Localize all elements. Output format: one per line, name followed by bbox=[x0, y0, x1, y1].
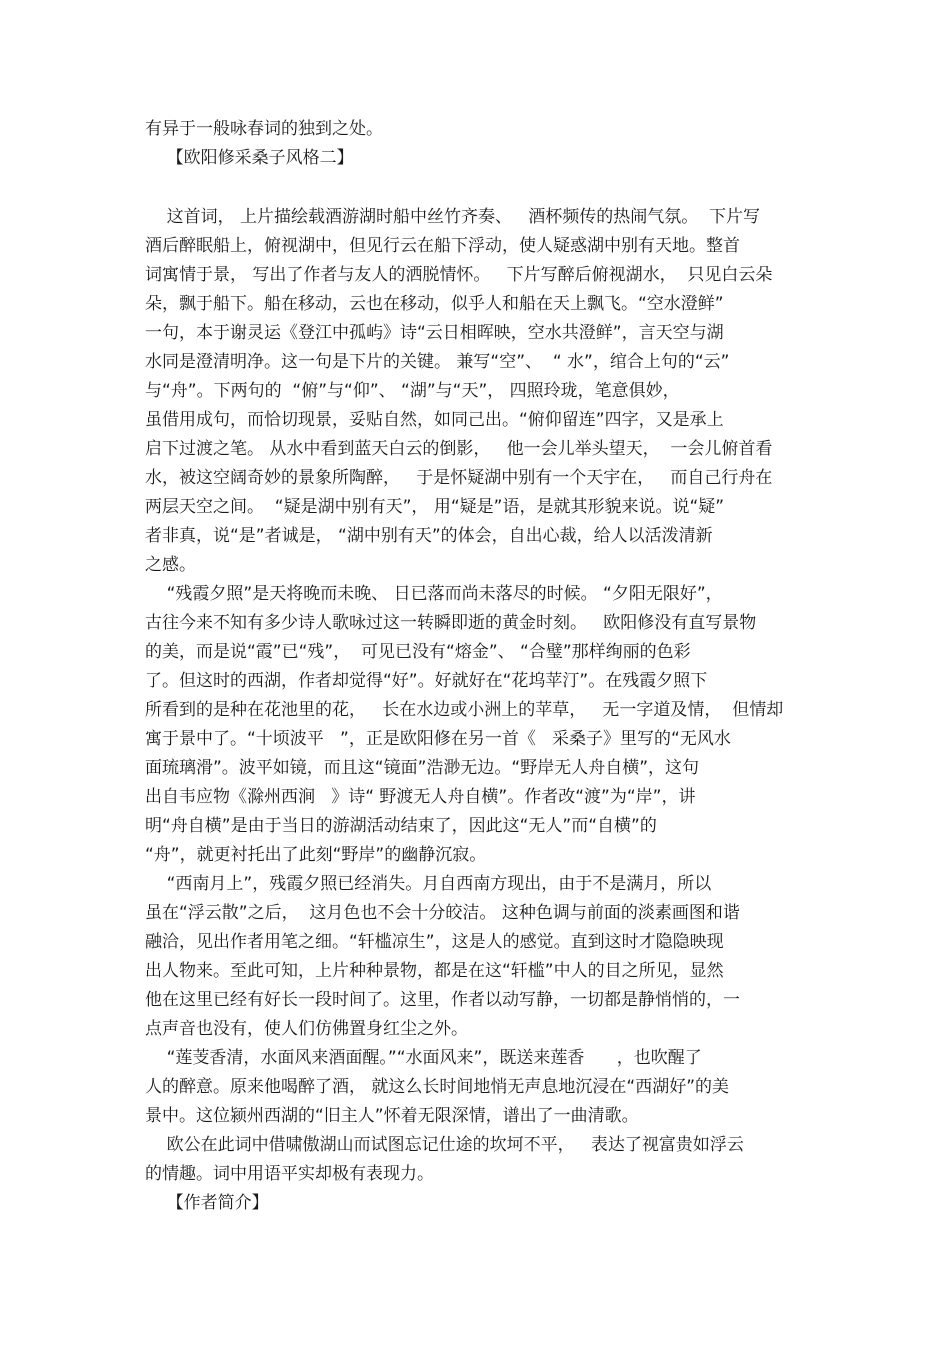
text-line: 明“舟自横”是由于当日的游湖活动结束了，因此这“无人”而“自横”的 bbox=[145, 816, 657, 836]
text-line: 酒后醉眠船上，俯视湖中，但见行云在船下浮动，使人疑惑湖中别有天地。整首 bbox=[145, 236, 740, 256]
text-line: “西南月上”，残霞夕照已经消失。月自西南方现出，由于不是满月，所以 bbox=[145, 874, 712, 894]
text-line: 词寓情于景， 写出了作者与友人的洒脱情怀。 下片写醉后俯视湖水， 只见白云朵 bbox=[145, 265, 773, 285]
section-heading: 【作者简介】 bbox=[145, 1193, 269, 1213]
text-line: “莲芰香清，水面风来酒面醒。”“水面风来”，既送来莲香 ，也吹醒了 bbox=[145, 1048, 702, 1068]
text-line: 的情趣。词中用语平实却极有表现力。 bbox=[145, 1164, 434, 1184]
text-line: 景中。这位颍州西湖的“旧主人”怀着无限深情，谱出了一曲清歌。 bbox=[145, 1106, 639, 1126]
text-line: 有异于一般咏春词的独到之处。 bbox=[145, 119, 383, 139]
text-line: 他在这里已经有好长一段时间了。这里，作者以动写静，一切都是静悄悄的，一 bbox=[145, 990, 740, 1010]
text-line: “舟”，就更衬托出了此刻“野岸”的幽静沉寂。 bbox=[145, 845, 487, 865]
text-line: 者非真，说“是”者诚是， “湖中别有天”的体会，自出心裁，给人以活泼清新 bbox=[145, 526, 713, 546]
text-line: 点声音也没有，使人们仿佛置身红尘之外。 bbox=[145, 1019, 468, 1039]
text-line: 出自韦应物《滁州西涧 》诗“ 野渡无人舟自横”。作者改“渡”为“岸”，讲 bbox=[145, 787, 696, 807]
text-line: 虽在“浮云散”之后， 这月色也不会十分皎洁。 这种色调与前面的淡素画图和谐 bbox=[145, 903, 740, 923]
text-line: 了。但这时的西湖，作者却觉得“好”。好就好在“花坞苹汀”。在残霞夕照下 bbox=[145, 671, 708, 691]
text-line: 朵，飘于船下。船在移动，云也在移动，似乎人和船在天上飘飞。“空水澄鲜” bbox=[145, 294, 724, 314]
text-line: 寓于景中了。“十顷波平 ”，正是欧阳修在另一首《 采桑子》里写的“无风水 bbox=[145, 729, 731, 749]
text-line: “残霞夕照”是天将晚而未晚、 日已落而尚未落尽的时候。 “夕阳无限好”， bbox=[145, 584, 723, 604]
section-heading: 【欧阳修采桑子风格二】 bbox=[145, 148, 354, 168]
text-line: 古往今来不知有多少诗人歌咏过这一转瞬即逝的黄金时刻。 欧阳修没有直写景物 bbox=[145, 613, 757, 633]
text-line: 的美，而是说“霞”已“残”， 可见已没有“熔金”、 “合璧”那样绚丽的色彩 bbox=[145, 642, 691, 662]
text-line: 启下过渡之笔。 从水中看到蓝天白云的倒影， 他一会儿举头望天， 一会儿俯首看 bbox=[145, 439, 773, 459]
text-line: 一句，本于谢灵运《登江中孤屿》诗“云日相晖映，空水共澄鲜”，言天空与湖 bbox=[145, 323, 724, 343]
text-line: 欧公在此词中借啸傲湖山而试图忘记仕途的坎坷不平， 表达了视富贵如浮云 bbox=[145, 1135, 744, 1155]
text-line: 与“舟”。下两句的 “俯”与“仰”、 “湖”与“天”， 四照玲珑，笔意俱妙， bbox=[145, 381, 680, 401]
text-line: 虽借用成句，而恰切现景，妥贴自然，如同己出。“俯仰留连”四字，又是承上 bbox=[145, 410, 724, 430]
text-line: 融洽，见出作者用笔之细。“轩槛凉生”，这是人的感觉。直到这时才隐隐映现 bbox=[145, 932, 724, 952]
text-line: 水同是澄清明净。这一句是下片的关键。 兼写“空”、 “ 水”，绾合上句的“云” bbox=[145, 352, 730, 372]
text-line: 之感。 bbox=[145, 555, 196, 575]
text-line: 两层天空之间。 “疑是湖中别有天”， 用“疑是”语，是就其形貌来说。说“疑” bbox=[145, 497, 725, 517]
text-line: 这首词， 上片描绘载酒游湖时船中丝竹齐奏、 酒杯频传的热闹气氛。 下片写 bbox=[145, 207, 761, 227]
text-line: 人的醉意。原来他喝醉了酒， 就这么长时间地悄无声息地沉浸在“西湖好”的美 bbox=[145, 1077, 730, 1097]
text-line: 水，被这空阔奇妙的景象所陶醉， 于是怀疑湖中别有一个天宇在， 而自己行舟在 bbox=[145, 468, 773, 488]
text-line: 出人物来。至此可知，上片种种景物，都是在这“轩槛”中人的目之所见，显然 bbox=[145, 961, 724, 981]
text-line: 所看到的是种在花池里的花， 长在水边或小洲上的苹草， 无一字道及情， 但情却 bbox=[145, 700, 784, 720]
text-line: 面琉璃滑”。波平如镜，而且这“镜面”浩渺无边。“野岸无人舟自横”，这句 bbox=[145, 758, 700, 778]
